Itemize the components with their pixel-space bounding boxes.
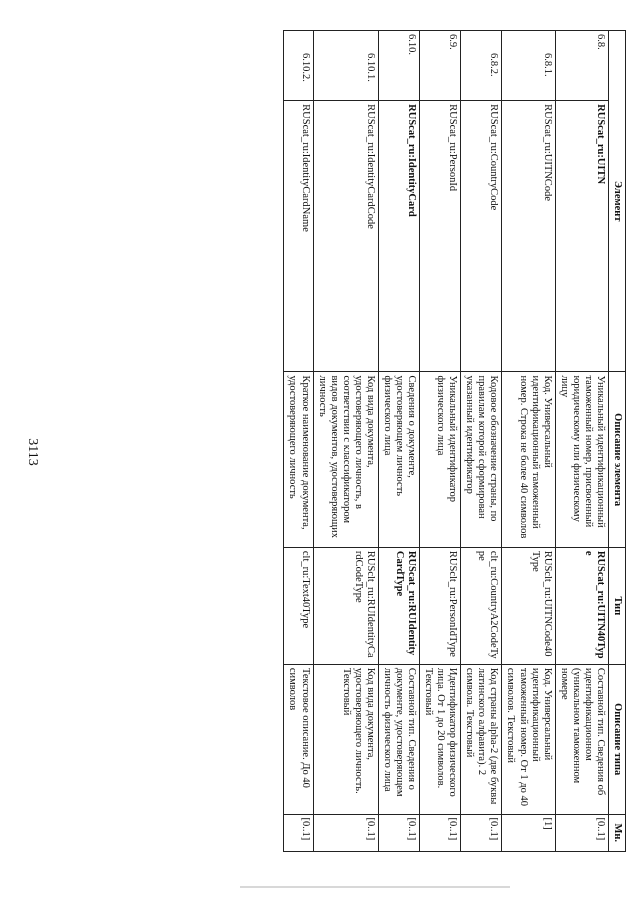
table-row (420, 31, 461, 852)
row-element-desc: Код вида документа, удостоверяющего личность, в соответствии с классификатором видов документов, удостоверяющих личность (313, 372, 378, 547)
header-type-desc: Описание типа (608, 664, 625, 814)
schema-table (283, 30, 626, 852)
table-row (313, 31, 378, 852)
rotated-table-frame (86, 30, 626, 852)
row-mult: [0..1] (555, 814, 608, 851)
row-mult: [0..1] (284, 814, 313, 851)
row-type: clt_ru:Text40Type (284, 547, 313, 664)
row-element-desc: Уникальный идентификационный таможенный номер, присвоенный юридическому или физическому лицу (555, 372, 608, 547)
row-type: RUSclt_ru:PersonIdType (420, 547, 461, 664)
row-type-desc: Код страны alpha-2 (две буквы латинского алфавита). 2 символа. Текстовый (461, 664, 502, 814)
row-number: 6.10.1. (313, 31, 378, 101)
scan-artifact (240, 886, 510, 888)
row-element-desc: Кодовое обозначение страны, по правилам которой сформирован указанный идентификатор (461, 372, 502, 547)
table-container (86, 30, 626, 852)
row-mult: [0..1] (313, 814, 378, 851)
row-element: RUScat_ru:PersonId (420, 101, 461, 372)
row-type-desc: Составной тип. Сведения о документе, удостоверяющем личность физического лица (378, 664, 419, 814)
table-header-row (608, 31, 625, 852)
row-number: 6.8.2. (461, 31, 502, 101)
row-type: clt_ru:CountryA2CodeType (461, 547, 502, 664)
row-type: RUSclt_ru:RUIdentityCardCodeType (313, 547, 378, 664)
row-type-desc: Текстовое описание. До 40 символов (284, 664, 313, 814)
row-element-desc: Краткое наименование документа, удостоверяющего личность (284, 372, 313, 547)
header-type: Тип (608, 547, 625, 664)
table-row (555, 31, 608, 852)
row-element: RUScat_ru:IdentityCardName (284, 101, 313, 372)
row-type-desc: Код. Универсальный идентификационный таможенный номер. От 1 до 40 символов. Текстовый (502, 664, 555, 814)
row-mult: [0..1] (420, 814, 461, 851)
row-type-desc: Идентификатор физического лица. От 1 до 20 символов. Текстовый (420, 664, 461, 814)
row-type-desc: Код вида документа, удостоверяющего личность. Текстовый (313, 664, 378, 814)
row-element-desc: Уникальный идентификатор физического лица (420, 372, 461, 547)
row-mult: [0..1] (461, 814, 502, 851)
page-number: 3113 (25, 438, 40, 466)
table-row (284, 31, 313, 852)
row-type-desc: Составной тип. Сведения об идентификационном (уникальном таможенном номере (555, 664, 608, 814)
row-element-desc: Сведения о документе, удостоверяющем личность физического лица (378, 372, 419, 547)
table-row (378, 31, 419, 852)
row-element: RUScat_ru:CountryCode (461, 101, 502, 372)
row-number: 6.10. (378, 31, 419, 101)
row-element: RUScat_ru:UITN (555, 101, 608, 372)
header-element-desc: Описание элемента (608, 372, 625, 547)
row-element: RUScat_ru:UITNCode (502, 101, 555, 372)
table-row (502, 31, 555, 852)
row-number: 6.8.1. (502, 31, 555, 101)
row-type: RUScat_ru:UITN40Type (555, 547, 608, 664)
row-element: RUScat_ru:IdentityCardCode (313, 101, 378, 372)
row-number: 6.10.2. (284, 31, 313, 101)
row-element-desc: Код. Универсальный идентификационный таможенный номер. Строка не более 40 символов (502, 372, 555, 547)
row-mult: [1] (502, 814, 555, 851)
row-number: 6.9. (420, 31, 461, 101)
header-element: Элемент (608, 31, 625, 372)
row-type: RUScat_ru:RUIdentityCardType (378, 547, 419, 664)
header-mult: Мн. (608, 814, 625, 851)
row-element: RUScat_ru:IdentityCard (378, 101, 419, 372)
row-type: RUSclt_ru:UITNCode40Type (502, 547, 555, 664)
row-mult: [0..1] (378, 814, 419, 851)
table-row (461, 31, 502, 852)
row-number: 6.8. (555, 31, 608, 101)
